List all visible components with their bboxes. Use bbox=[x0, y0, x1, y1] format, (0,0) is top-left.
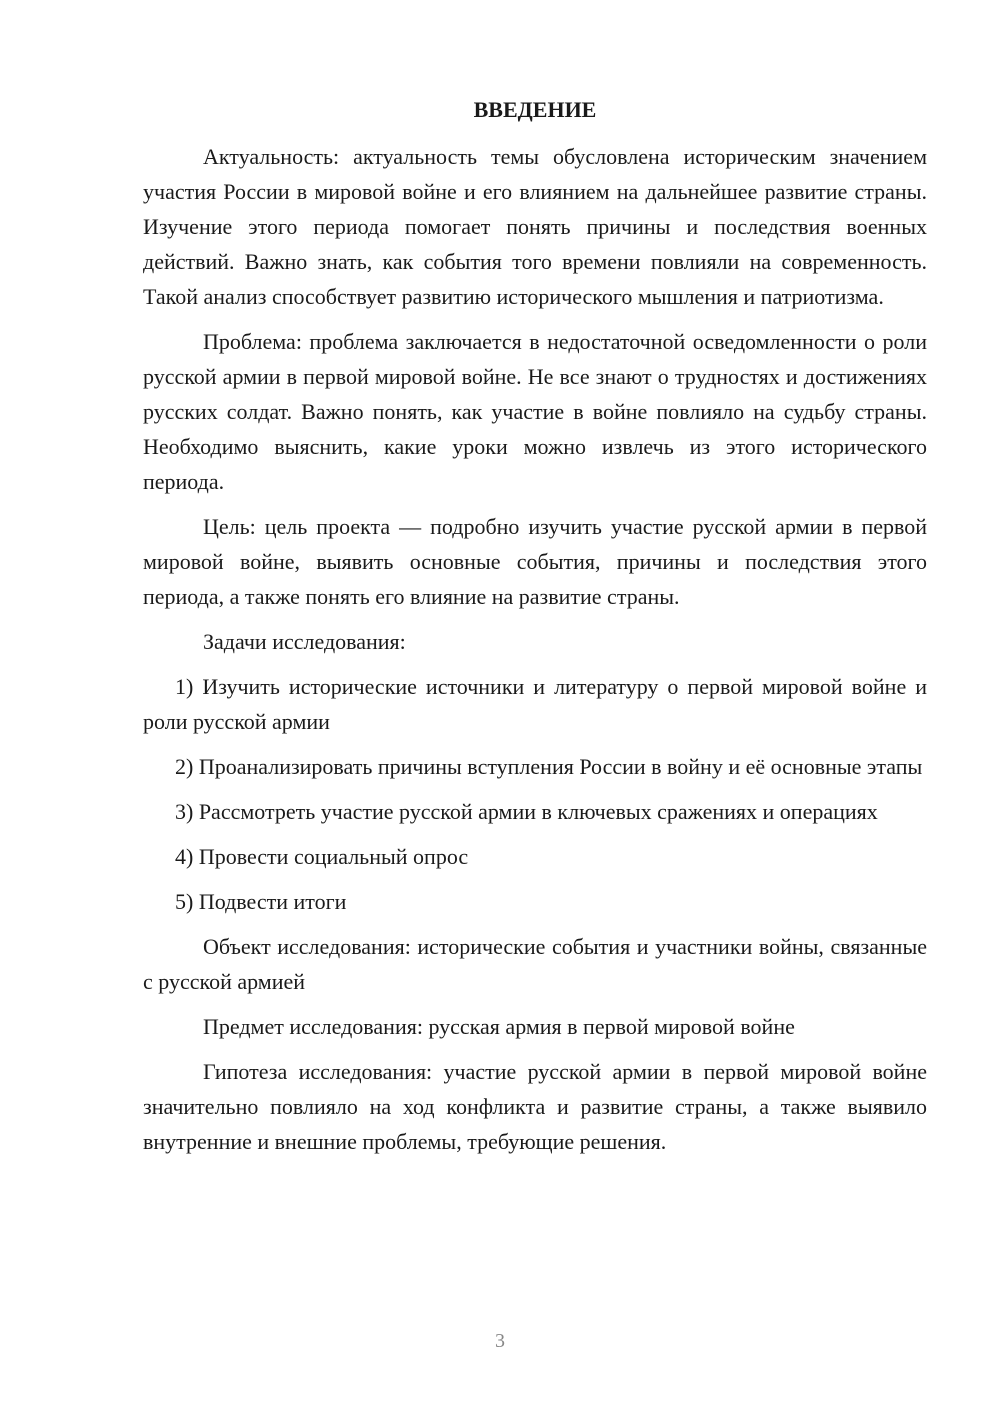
section-title: ВВЕДЕНИЕ bbox=[473, 97, 597, 122]
task-item-2: 2) Проанализировать причины вступления России в войну и её основные этапы bbox=[175, 754, 923, 779]
hypothesis-paragraph: Гипотеза исследования: участие русской армии в первой мировой войне значительно повлияло на ход конфликта и развитие страны, а также выявило внутренние и внешние проблемы, требующие решения. bbox=[143, 1059, 927, 1154]
task-item-3: 3) Рассмотреть участие русской армии в ключевых сражениях и операциях bbox=[175, 799, 878, 824]
task-item-5: 5) Подвести итоги bbox=[175, 889, 347, 914]
page-number: 3 bbox=[495, 1330, 505, 1352]
problem-paragraph: Проблема: проблема заключается в недостаточной осведомленности о роли русской армии в первой мировой войне. Не все знают о трудностях и достижениях русских солдат. Важно понять, как участие в войне повлияло на судьбу страны. Необходимо выяснить, какие уроки можно извлечь из этого исторического периода. bbox=[143, 329, 927, 494]
subject-paragraph: Предмет исследования: русская армия в первой мировой войне bbox=[203, 1014, 795, 1039]
relevance-paragraph: Актуальность: актуальность темы обусловлена историческим значением участия России в мировой войне и его влиянием на дальнейшее развитие страны. Изучение этого периода помогает понять причины и последствия военных действий. Важно знать, как события того времени повлияли на современность. Такой анализ способствует развитию исторического мышления и патриотизма. bbox=[143, 144, 927, 309]
tasks-heading: Задачи исследования: bbox=[203, 629, 406, 654]
object-paragraph: Объект исследования: исторические события и участники войны, связанные с русской армией bbox=[143, 934, 927, 994]
task-item-1: 1) Изучить исторические источники и литературу о первой мировой войне и роли русской армии bbox=[143, 674, 927, 734]
document-page bbox=[143, 92, 927, 1169]
goal-paragraph: Цель: цель проекта — подробно изучить участие русской армии в первой мировой войне, выявить основные события, причины и последствия этого периода, а также понять его влияние на развитие страны. bbox=[143, 514, 927, 609]
task-item-4: 4) Провести социальный опрос bbox=[175, 844, 469, 869]
